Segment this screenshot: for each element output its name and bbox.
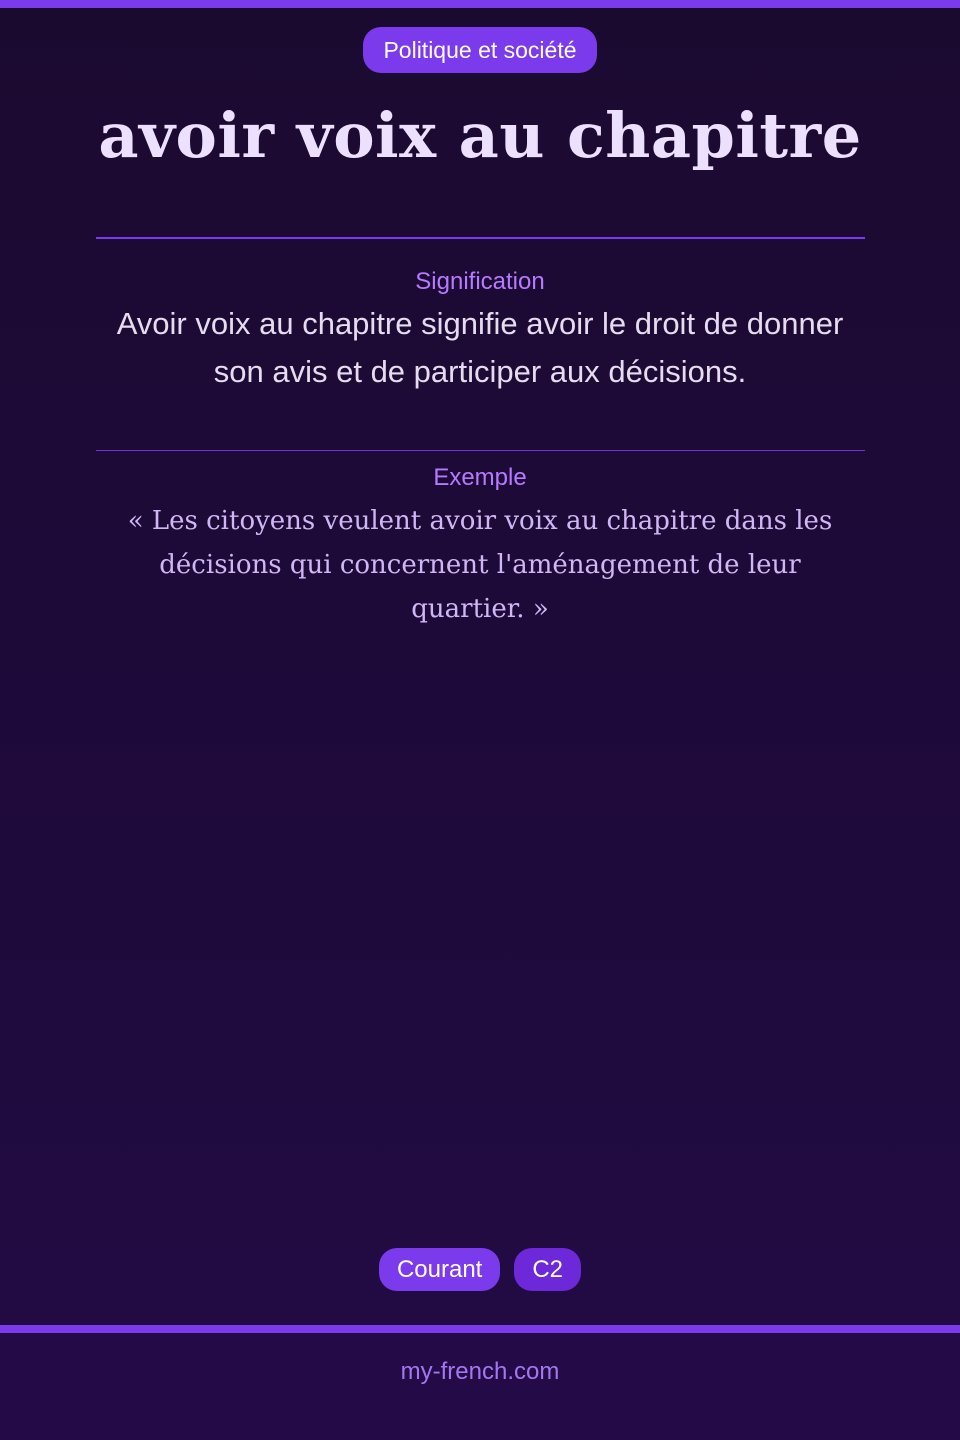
title-divider bbox=[96, 237, 865, 239]
site-link[interactable]: my-french.com bbox=[400, 1358, 560, 1385]
top-accent-bar bbox=[0, 0, 960, 8]
example-text: « Les citoyens veulent avoir voix au chapitre dans les décisions qui concernent l'aménagement de leur quartier. » bbox=[127, 506, 833, 624]
expression-title: avoir voix au chapitre bbox=[98, 99, 862, 172]
category-container bbox=[0, 27, 960, 73]
meaning-text: Avoir voix au chapitre signifie avoir le droit de donner son avis et de participer aux décisions. bbox=[116, 306, 844, 389]
tag-row bbox=[0, 1248, 960, 1291]
category-badge: Politique et société bbox=[363, 27, 596, 73]
bottom-accent-bar bbox=[0, 1325, 960, 1333]
level-tag: C2 bbox=[514, 1248, 581, 1291]
meaning-label: Signification bbox=[415, 268, 545, 295]
example-label: Exemple bbox=[433, 464, 527, 491]
register-tag: Courant bbox=[379, 1248, 500, 1291]
meaning-divider bbox=[96, 450, 865, 451]
